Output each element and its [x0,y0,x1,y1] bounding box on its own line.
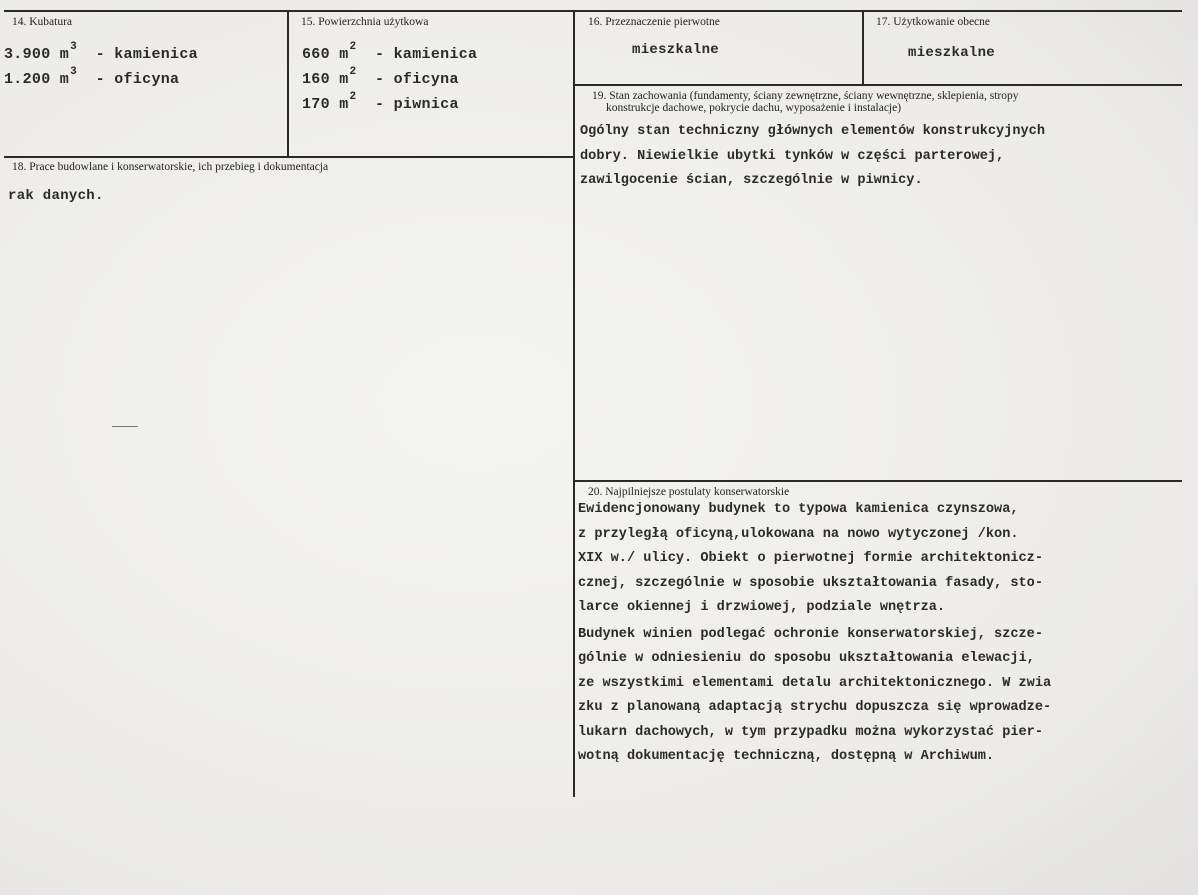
divider-16-17 [862,12,864,84]
top-border-line [4,10,1182,12]
postulaty-text [578,502,1051,774]
kubatura-line-1: 3.900 $m^3$ - kamienica [4,41,198,63]
postulaty-line: zku z planowaną adaptacją strychu dopuszcza się wprowadze- [578,700,1052,715]
divider-under-14-15 [4,156,573,158]
powierzchnia-label: 15. Powierzchnia użytkowa [301,16,429,28]
stan-zachowania-line: Ogólny stan techniczny głównych elementów konstrukcyjnych [580,124,1045,139]
postulaty-line: gólnie w odniesieniu do sposobu ukształtowania elewacji, [578,651,1035,666]
prace-budowlane-label: 18. Prace budowlane i konserwatorskie, ich przebieg i dokumentacja [12,161,329,173]
divider-under-19 [575,480,1182,482]
postulaty-line: z przyległą oficyną,ulokowana na nowo wytyczonej /kon. [578,526,1019,542]
stray-mark [112,426,138,427]
powierzchnia-line-2: 160 $m^2$ - oficyna [302,66,459,88]
uzytkowanie-label: 17. Użytkowanie obecne [876,16,991,28]
stan-zachowania-label-line-1: 19. Stan zachowania (fundamenty, ściany zewnętrzne, ściany wewnętrzne, sklepienia, stropy [592,90,1019,102]
uzytkowanie-value: mieszkalne [908,45,996,61]
postulaty-line: XIX w./ ulicy. Obiekt o pierwotnej formie architektonicz- [578,551,1043,566]
przeznaczenie-label: 16. Przeznaczenie pierwotne [588,16,720,28]
postulaty-line: ze wszystkimi elementami detalu architektonicznego. W zwia [578,675,1052,691]
kubatura-label: 14. Kubatura [12,16,73,28]
divider-main-vertical [573,12,575,797]
kubatura-line-2: 1.200 $m^3$ - oficyna [4,66,180,88]
stan-zachowania-line: dobry. Niewielkie ubytki tynków w części parterowej, [580,148,1005,164]
divider-under-16-17 [575,84,1182,86]
postulaty-line: cznej, szczególnie w sposobie ukształtowania fasady, sto- [578,575,1043,591]
przeznaczenie-value: mieszkalne [632,42,720,58]
stan-zachowania-line: zawilgocenie ścian, szczególnie w piwnicy. [580,173,923,188]
postulaty-label: 20. Najpilniejsze postulaty konserwatorskie [588,486,790,498]
postulaty-line: larce okiennej i drzwiowej, podziale wnętrza. [578,600,946,615]
postulaty-line: Budynek winien podlegać ochronie konserwatorskiej, szcze- [578,626,1043,642]
stan-zachowania-label-line-2: konstrukcje dachowe, pokrycie dachu, wyposażenie i instalacje) [606,102,902,114]
postulaty-line: wotną dokumentację techniczną, dostępną w Archiwum. [578,749,995,764]
powierzchnia-line-3: 170 $m^2$ - piwnica [302,91,459,113]
postulaty-line: lukarn dachowych, w tym przypadku można wykorzystać pier- [578,724,1043,740]
powierzchnia-line-1: 660 $m^2$ - kamienica [302,41,478,63]
prace-budowlane-value: rak danych. [8,188,104,204]
postulaty-line: Ewidencjonowany budynek to typowa kamienica czynszowa, [578,502,1019,517]
stan-zachowania-text [580,124,1045,198]
divider-14-15 [287,12,289,156]
